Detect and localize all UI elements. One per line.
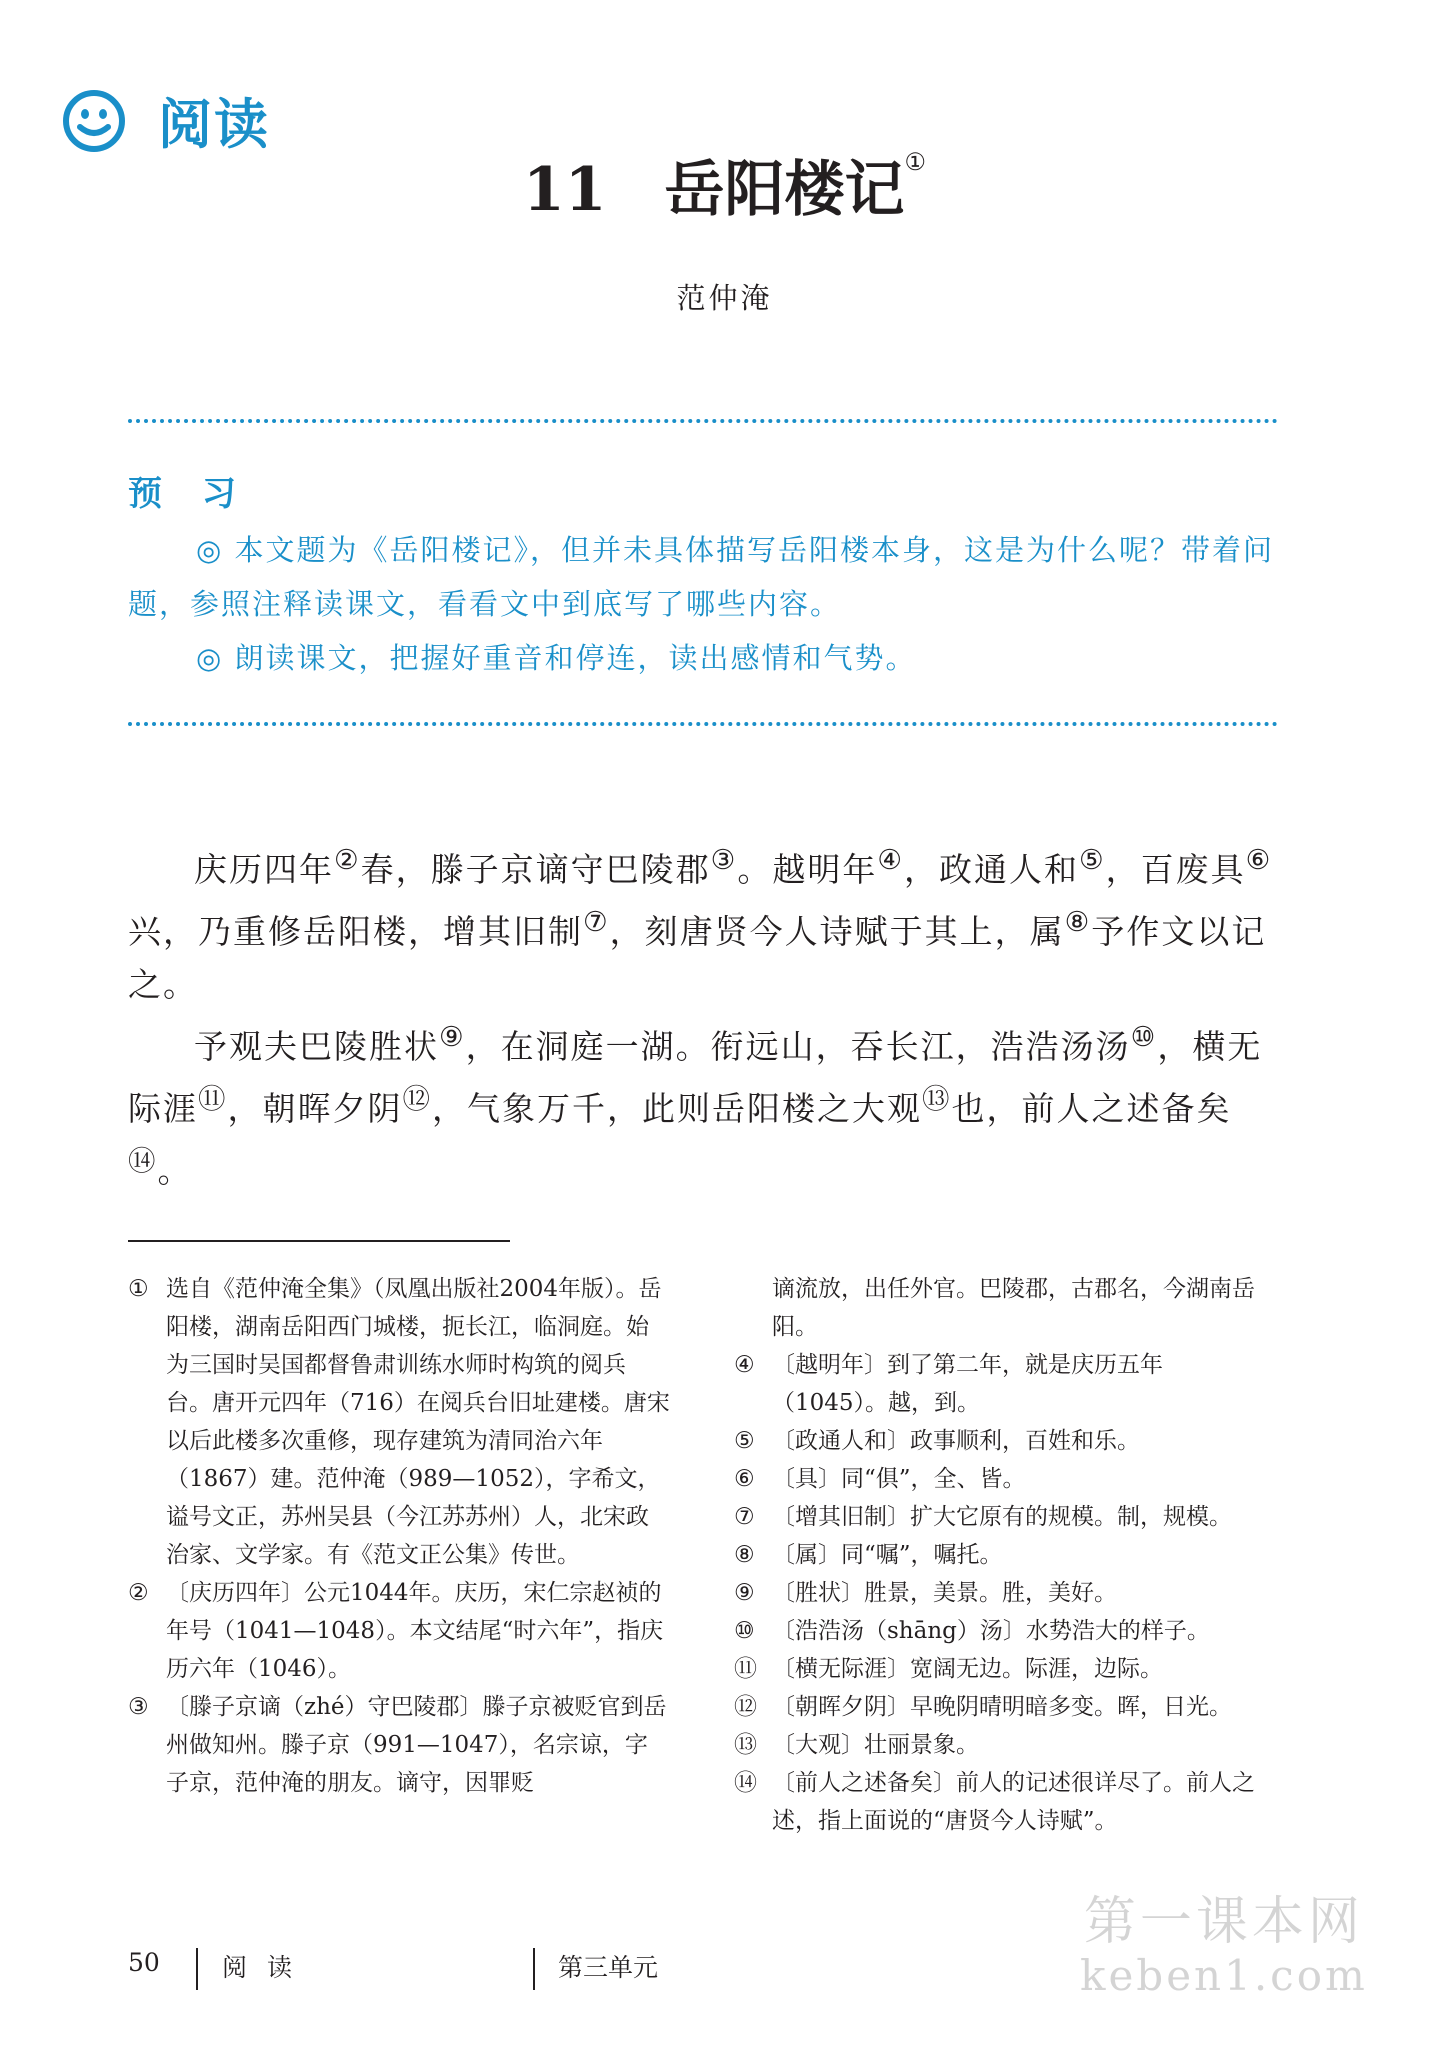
footnotes-right bbox=[734, 1270, 1276, 1840]
text-run: ，横无际涯 bbox=[128, 1027, 1263, 1128]
footnote bbox=[734, 1460, 1276, 1498]
footnote-ref[interactable]: ⑦ bbox=[583, 906, 610, 938]
footnote-ref[interactable]: ① bbox=[904, 148, 926, 176]
footnote bbox=[128, 1688, 670, 1802]
footnote-text: 〔浩浩汤（shāng）汤〕水势浩大的样子。 bbox=[772, 1618, 1210, 1644]
footnote-mark: ④ bbox=[734, 1352, 755, 1378]
footnote-mark: ⑦ bbox=[734, 1504, 755, 1530]
footnote-ref[interactable]: ⑪ bbox=[198, 1083, 228, 1115]
footnote-text: 〔前人之述备矣〕前人的记述很详尽了。前人之述，指上面说的“唐贤今人诗赋”。 bbox=[772, 1770, 1255, 1834]
footer-unit: 第三单元 bbox=[558, 1953, 659, 1982]
footer-divider bbox=[533, 1948, 535, 1990]
footnote-mark: ⑨ bbox=[734, 1580, 755, 1606]
preview-item: ◎ 朗读课文，把握好重音和停连，读出感情和气势。 bbox=[196, 641, 917, 675]
footnote-text: 〔具〕同“俱”，全、皆。 bbox=[772, 1466, 1026, 1492]
preview-heading: 预 习 bbox=[128, 474, 250, 514]
footnote-mark: ⑩ bbox=[734, 1618, 755, 1644]
footnote-text: 〔朝晖夕阴〕早晚阴晴明暗多变。晖，日光。 bbox=[772, 1694, 1232, 1720]
text-run: ，在洞庭一湖。衔远山，吞长江，浩浩汤汤 bbox=[465, 1027, 1131, 1066]
footnote-continuation: 谪流放，出任外官。巴陵郡，古郡名，今湖南岳阳。 bbox=[772, 1276, 1255, 1340]
footnote bbox=[734, 1498, 1276, 1536]
footnote-separator bbox=[128, 1240, 510, 1242]
page-number: 50 bbox=[128, 1948, 160, 1977]
footnote-ref[interactable]: ⑭ bbox=[128, 1145, 158, 1177]
footnote-ref[interactable]: ④ bbox=[877, 844, 904, 876]
footnote-mark: ⑫ bbox=[734, 1694, 757, 1720]
footnote-text: 〔政通人和〕政事顺利，百姓和乐。 bbox=[772, 1428, 1140, 1454]
footnote-text: 〔庆历四年〕公元1044年。庆历，宋仁宗赵祯的年号（1041—1048）。本文结尾“时六年”，指庆历六年（1046）。 bbox=[166, 1580, 664, 1682]
footnote bbox=[734, 1650, 1276, 1688]
preview-box bbox=[128, 466, 1278, 685]
footnote-mark: ⑪ bbox=[734, 1656, 757, 1682]
text-run: 予观夫巴陵胜状 bbox=[194, 1027, 439, 1066]
text-run: ，气象万千，此则岳阳楼之大观 bbox=[432, 1089, 922, 1128]
text-run: ，政通人和 bbox=[903, 850, 1079, 889]
section-title: 阅读 bbox=[158, 93, 270, 156]
footnote-text: 〔增其旧制〕扩大它原有的规模。制，规模。 bbox=[772, 1504, 1232, 1530]
footnote-text: 〔胜状〕胜景，美景。胜，美好。 bbox=[772, 1580, 1117, 1606]
footnote-ref[interactable]: ⑤ bbox=[1078, 844, 1106, 876]
author: 范仲淹 bbox=[676, 281, 773, 315]
footnote-mark: ⑧ bbox=[734, 1542, 755, 1568]
footnote-text: 〔滕子京谪（zhé）守巴陵郡〕滕子京被贬官到岳州做知州。滕子京（991—1047），名宗谅，字子京，范仲淹的朋友。谪守，因罪贬 bbox=[166, 1694, 667, 1796]
footnote-ref[interactable]: ⑧ bbox=[1064, 906, 1092, 938]
watermark-url: keben1.com bbox=[1080, 1951, 1368, 2000]
divider bbox=[128, 419, 1278, 423]
text-run: ，百废具 bbox=[1105, 850, 1246, 889]
footnote-ref[interactable]: ⑩ bbox=[1130, 1021, 1158, 1053]
footnote-text: 〔越明年〕到了第二年，就是庆历五年（1045）。越，到。 bbox=[772, 1352, 1163, 1416]
paragraph bbox=[128, 834, 1278, 1011]
footer-section: 阅 读 bbox=[222, 1953, 298, 1982]
text-run: 春，滕子京谪守巴陵郡 bbox=[360, 850, 711, 889]
footnote-mark: ⑭ bbox=[734, 1770, 757, 1796]
footnote bbox=[734, 1764, 1276, 1840]
text-run: ，刻唐贤今人诗赋于其上，属 bbox=[609, 912, 1065, 951]
text-run: 予作文以记之。 bbox=[128, 912, 1267, 1004]
footnote bbox=[734, 1346, 1276, 1422]
footnote-ref[interactable]: ② bbox=[334, 844, 361, 876]
footnote-text: 〔大观〕壮丽景象。 bbox=[772, 1732, 979, 1758]
text-run: ，朝晖夕阴 bbox=[227, 1089, 403, 1128]
footnote bbox=[734, 1536, 1276, 1574]
footnote-mark: ① bbox=[128, 1276, 149, 1302]
text-run: 也，前人之述备矣 bbox=[951, 1089, 1232, 1128]
footnote-text: 〔横无际涯〕宽阔无边。际涯，边际。 bbox=[772, 1656, 1163, 1682]
footnote-text: 〔属〕同“嘱”，嘱托。 bbox=[772, 1542, 1003, 1568]
footnote-ref[interactable]: ⑥ bbox=[1245, 844, 1273, 876]
footnote bbox=[734, 1688, 1276, 1726]
footnote-mark: ⑥ bbox=[734, 1466, 755, 1492]
divider bbox=[128, 722, 1278, 726]
footnote bbox=[734, 1726, 1276, 1764]
footnote-text: 选自《范仲淹全集》（凤凰出版社2004年版）。岳阳楼，湖南岳阳西门城楼，扼长江，临洞庭。始为三国时吴国都督鲁肃训练水师时构筑的阅兵台。唐开元四年（716）在阅兵台旧址建楼。唐宋以后此楼多次重修，现存建筑为清同治六年（1867）建。范仲淹（989—1052），字希文，谥号文正，苏州吴县（今江苏苏州）人，北宋政治家、文学家。有《范文正公集》传世。 bbox=[166, 1276, 670, 1568]
footnote bbox=[734, 1422, 1276, 1460]
footnote bbox=[128, 1574, 670, 1688]
text-run: 庆历四年 bbox=[194, 850, 334, 889]
footnote bbox=[128, 1270, 670, 1574]
footnote bbox=[734, 1612, 1276, 1650]
footnote-ref[interactable]: ③ bbox=[710, 844, 738, 876]
lesson-number: 11 bbox=[522, 155, 607, 225]
main-text bbox=[128, 834, 1278, 1197]
watermark bbox=[1080, 1892, 1368, 2003]
text-run: 。 bbox=[157, 1151, 193, 1190]
footnote bbox=[734, 1574, 1276, 1612]
lesson-title bbox=[0, 142, 1449, 228]
lesson-title-text: 岳阳楼记 bbox=[664, 155, 905, 225]
footnote-mark: ③ bbox=[128, 1694, 149, 1720]
footnote-mark: ② bbox=[128, 1580, 149, 1606]
footnotes-left bbox=[128, 1270, 670, 1802]
footnote-mark: ⑤ bbox=[734, 1428, 755, 1454]
paragraph bbox=[128, 1011, 1278, 1197]
footnote-ref[interactable]: ⑫ bbox=[402, 1083, 432, 1115]
footnote-mark: ⑬ bbox=[734, 1732, 757, 1758]
text-run: 。越明年 bbox=[737, 850, 878, 889]
footnote-ref[interactable]: ⑨ bbox=[439, 1021, 466, 1053]
footer-divider bbox=[196, 1948, 198, 1990]
footnote-ref[interactable]: ⑬ bbox=[922, 1083, 952, 1115]
text-run: 兴，乃重修岳阳楼，增其旧制 bbox=[128, 912, 583, 951]
preview-item: ◎ 本文题为《岳阳楼记》，但并未具体描写岳阳楼本身，这是为什么呢？带着问题，参照注释读课文，看看文中到底写了哪些内容。 bbox=[128, 533, 1275, 621]
watermark-title: 第一课本网 bbox=[1083, 1892, 1364, 1952]
